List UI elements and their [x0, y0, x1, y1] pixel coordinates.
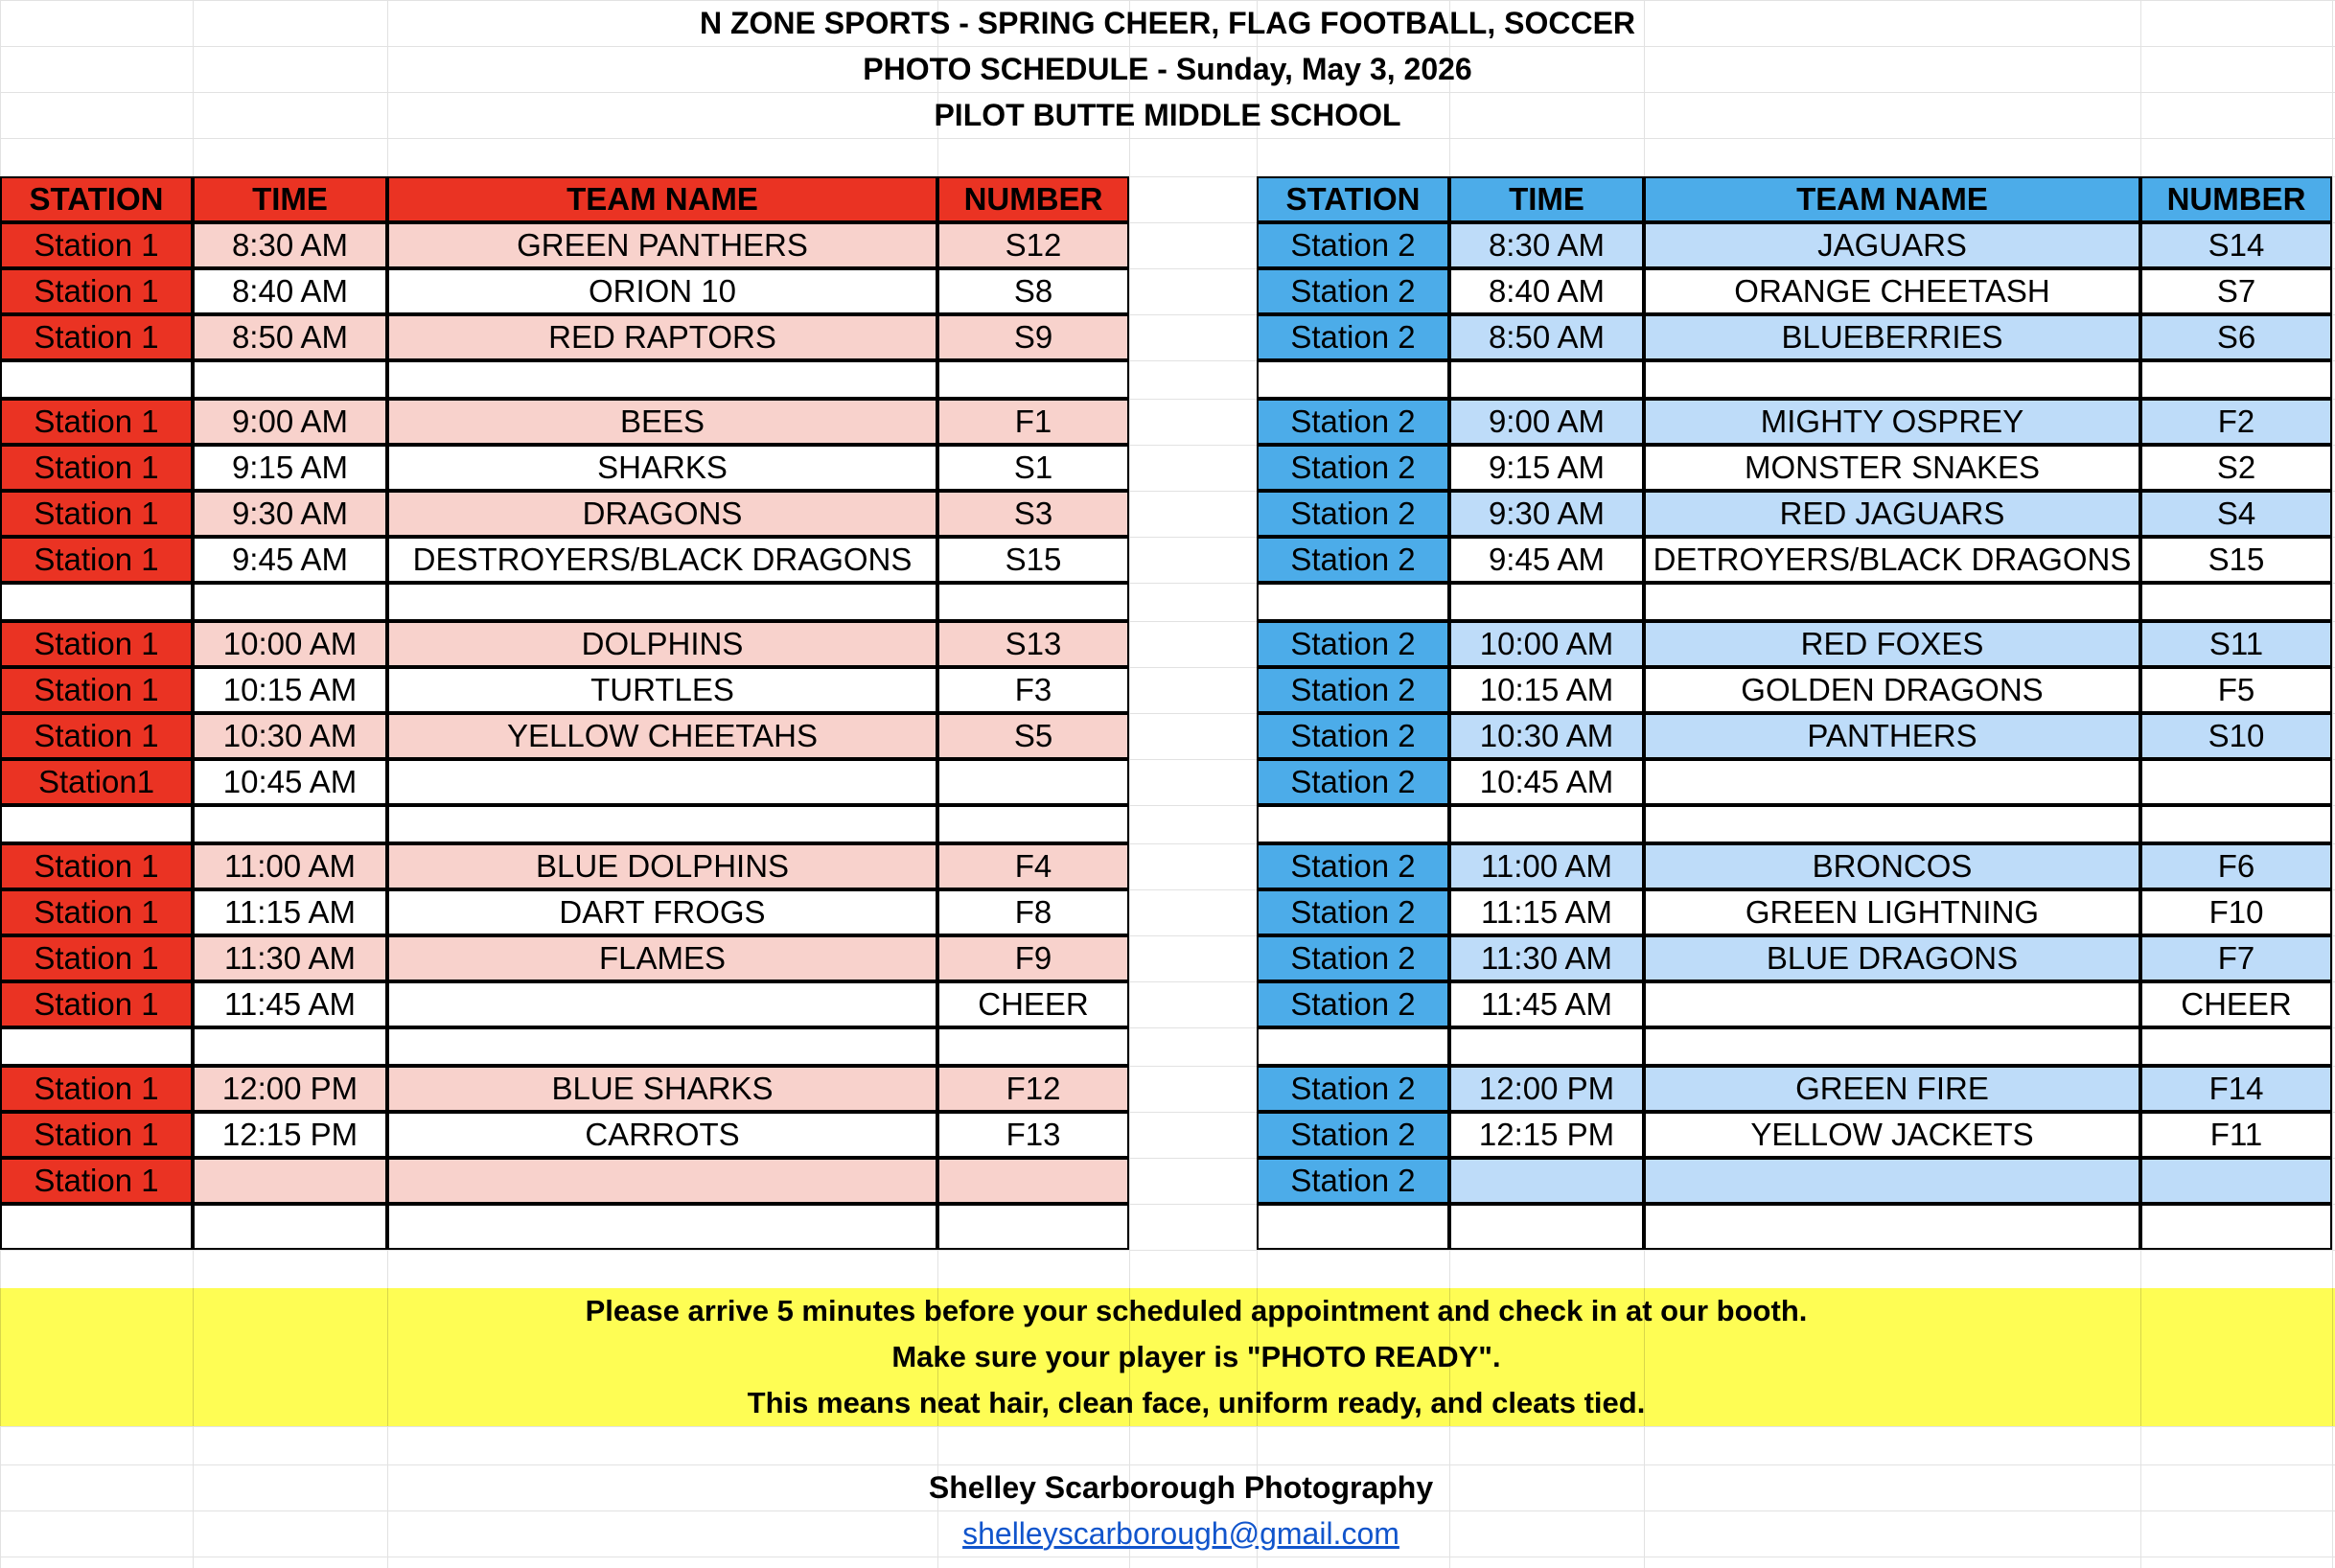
time-cell: 10:45 AM — [193, 759, 387, 805]
empty-cell — [937, 805, 1129, 843]
time-cell — [193, 1158, 387, 1204]
number-cell: CHEER — [937, 981, 1129, 1027]
team-name-cell: DESTROYERS/BLACK DRAGONS — [387, 537, 937, 583]
team-name-cell: FLAMES — [387, 935, 937, 981]
right-time-header: TIME — [1449, 176, 1644, 222]
time-cell — [1449, 1204, 1644, 1250]
table-row — [0, 1112, 2335, 1158]
number-cell: S7 — [2140, 268, 2332, 314]
station-cell — [0, 1204, 193, 1250]
team-name-cell: MONSTER SNAKES — [1644, 445, 2140, 491]
number-cell: F9 — [937, 935, 1129, 981]
team-name-cell: BLUE DOLPHINS — [387, 843, 937, 889]
station-cell: Station 2 — [1257, 981, 1449, 1027]
title-row — [0, 0, 2335, 46]
station-cell: Station 1 — [0, 1112, 193, 1158]
number-cell: F3 — [937, 667, 1129, 713]
time-cell: 10:15 AM — [193, 667, 387, 713]
team-name-cell: SHARKS — [387, 445, 937, 491]
team-name-cell: DRAGONS — [387, 491, 937, 537]
team-name-cell — [387, 981, 937, 1027]
page-title-line: PILOT BUTTE MIDDLE SCHOOL — [934, 97, 1401, 132]
time-cell: 12:15 PM — [193, 1112, 387, 1158]
gridline-horizontal — [0, 1426, 2335, 1427]
number-cell: F7 — [2140, 935, 2332, 981]
empty-cell — [387, 360, 937, 399]
empty-cell — [1257, 360, 1449, 399]
number-cell: F13 — [937, 1112, 1129, 1158]
number-cell: F11 — [2140, 1112, 2332, 1158]
team-name-cell: DOLPHINS — [387, 621, 937, 667]
time-cell: 10:45 AM — [1449, 759, 1644, 805]
empty-cell — [387, 805, 937, 843]
number-cell — [2140, 1204, 2332, 1250]
table-row — [0, 314, 2335, 360]
title-row — [0, 92, 2335, 138]
number-cell: F2 — [2140, 399, 2332, 445]
station-cell: Station 2 — [1257, 621, 1449, 667]
empty-cell — [193, 360, 387, 399]
time-cell: 11:45 AM — [1449, 981, 1644, 1027]
team-name-cell: JAGUARS — [1644, 222, 2140, 268]
number-cell: S9 — [937, 314, 1129, 360]
notice-row — [0, 1288, 2335, 1334]
photographer-credit: Shelley Scarborough Photography — [928, 1469, 1434, 1505]
team-name-cell: GREEN PANTHERS — [387, 222, 937, 268]
team-name-cell: RED RAPTORS — [387, 314, 937, 360]
number-cell: S1 — [937, 445, 1129, 491]
empty-cell — [193, 583, 387, 621]
station-cell: Station 1 — [0, 889, 193, 935]
number-cell: S4 — [2140, 491, 2332, 537]
time-cell: 11:15 AM — [193, 889, 387, 935]
number-cell — [2140, 1158, 2332, 1204]
number-cell: S3 — [937, 491, 1129, 537]
spacer-row — [0, 1027, 2335, 1066]
empty-cell — [937, 360, 1129, 399]
spacer-row — [0, 805, 2335, 843]
time-cell: 8:30 AM — [193, 222, 387, 268]
station-cell: Station 1 — [0, 491, 193, 537]
station-cell: Station 1 — [0, 1158, 193, 1204]
number-cell: CHEER — [2140, 981, 2332, 1027]
gridline-horizontal — [0, 1250, 2335, 1251]
station-cell: Station 2 — [1257, 1066, 1449, 1112]
table-row — [0, 759, 2335, 805]
number-cell: S14 — [2140, 222, 2332, 268]
station-cell: Station 2 — [1257, 1158, 1449, 1204]
number-cell: F14 — [2140, 1066, 2332, 1112]
team-name-cell: DETROYERS/BLACK DRAGONS — [1644, 537, 2140, 583]
number-cell: S11 — [2140, 621, 2332, 667]
time-cell: 8:50 AM — [193, 314, 387, 360]
table-row — [0, 445, 2335, 491]
credit-row — [0, 1464, 2335, 1510]
station-cell: Station 1 — [0, 445, 193, 491]
photographer-email-link[interactable]: shelleyscarborough@gmail.com — [962, 1515, 1399, 1551]
left-time-header: TIME — [193, 176, 387, 222]
table-row — [0, 1158, 2335, 1204]
station-cell: Station 1 — [0, 399, 193, 445]
team-name-cell: GREEN FIRE — [1644, 1066, 2140, 1112]
notice-row — [0, 1380, 2335, 1426]
station-cell: Station 1 — [0, 981, 193, 1027]
number-cell: S15 — [937, 537, 1129, 583]
time-cell: 8:50 AM — [1449, 314, 1644, 360]
team-name-cell: PANTHERS — [1644, 713, 2140, 759]
empty-cell — [1449, 583, 1644, 621]
spacer-row — [0, 583, 2335, 621]
number-cell: S10 — [2140, 713, 2332, 759]
empty-cell — [1644, 360, 2140, 399]
team-name-cell: YELLOW CHEETAHS — [387, 713, 937, 759]
time-cell: 12:00 PM — [1449, 1066, 1644, 1112]
number-cell: F10 — [2140, 889, 2332, 935]
table-row — [0, 1066, 2335, 1112]
left-number-header: NUMBER — [937, 176, 1129, 222]
station-cell: Station 2 — [1257, 759, 1449, 805]
table-row — [0, 222, 2335, 268]
time-cell: 12:15 PM — [1449, 1112, 1644, 1158]
spacer-row — [0, 360, 2335, 399]
number-cell — [937, 1158, 1129, 1204]
time-cell: 10:30 AM — [193, 713, 387, 759]
empty-cell — [1644, 583, 2140, 621]
gridline-horizontal — [0, 1556, 2335, 1557]
empty-cell — [1257, 1027, 1449, 1066]
number-cell: F4 — [937, 843, 1129, 889]
team-name-cell: TURTLES — [387, 667, 937, 713]
team-name-cell: BLUE SHARKS — [387, 1066, 937, 1112]
left-station-header: STATION — [0, 176, 193, 222]
time-cell: 9:30 AM — [1449, 491, 1644, 537]
time-cell: 10:15 AM — [1449, 667, 1644, 713]
table-row — [0, 491, 2335, 537]
number-cell: F12 — [937, 1066, 1129, 1112]
time-cell — [193, 1204, 387, 1250]
table-row — [0, 713, 2335, 759]
station-cell: Station 2 — [1257, 889, 1449, 935]
station-cell: Station 1 — [0, 621, 193, 667]
number-cell: F6 — [2140, 843, 2332, 889]
team-name-cell: ORION 10 — [387, 268, 937, 314]
time-cell: 12:00 PM — [193, 1066, 387, 1112]
team-name-cell: DART FROGS — [387, 889, 937, 935]
station-cell: Station 2 — [1257, 314, 1449, 360]
station-cell: Station 2 — [1257, 713, 1449, 759]
empty-cell — [1257, 583, 1449, 621]
time-cell: 9:00 AM — [193, 399, 387, 445]
team-name-cell: YELLOW JACKETS — [1644, 1112, 2140, 1158]
station-cell: Station 2 — [1257, 843, 1449, 889]
empty-cell — [1644, 1027, 2140, 1066]
station-cell: Station 2 — [1257, 491, 1449, 537]
notice-text: Make sure your player is "PHOTO READY". — [891, 1340, 1501, 1373]
time-cell: 11:15 AM — [1449, 889, 1644, 935]
number-cell — [937, 1204, 1129, 1250]
table-row — [0, 268, 2335, 314]
table-row — [0, 1204, 2335, 1250]
empty-cell — [1449, 360, 1644, 399]
empty-cell — [193, 805, 387, 843]
team-name-cell: ORANGE CHEETASH — [1644, 268, 2140, 314]
station-cell: Station 1 — [0, 713, 193, 759]
email-row — [0, 1510, 2335, 1556]
number-cell: S13 — [937, 621, 1129, 667]
table-row — [0, 399, 2335, 445]
table-header-row — [0, 176, 2335, 222]
station-cell: Station 1 — [0, 314, 193, 360]
time-cell: 11:45 AM — [193, 981, 387, 1027]
empty-cell — [387, 583, 937, 621]
empty-cell — [0, 805, 193, 843]
empty-cell — [2140, 1027, 2332, 1066]
time-cell: 11:30 AM — [193, 935, 387, 981]
time-cell: 9:45 AM — [193, 537, 387, 583]
table-row — [0, 843, 2335, 889]
empty-cell — [1449, 1027, 1644, 1066]
station-cell — [1257, 1204, 1449, 1250]
team-name-cell: GREEN LIGHTNING — [1644, 889, 2140, 935]
number-cell — [2140, 759, 2332, 805]
station-cell: Station 1 — [0, 537, 193, 583]
notice-row — [0, 1334, 2335, 1380]
time-cell: 11:00 AM — [193, 843, 387, 889]
right-station-header: STATION — [1257, 176, 1449, 222]
right-number-header: NUMBER — [2140, 176, 2332, 222]
number-cell: S6 — [2140, 314, 2332, 360]
station-cell: Station 2 — [1257, 537, 1449, 583]
empty-cell — [387, 1027, 937, 1066]
table-row — [0, 889, 2335, 935]
number-cell: F5 — [2140, 667, 2332, 713]
station-cell: Station 1 — [0, 843, 193, 889]
empty-cell — [0, 360, 193, 399]
team-name-cell — [1644, 981, 2140, 1027]
station-cell: Station 1 — [0, 268, 193, 314]
empty-cell — [1449, 805, 1644, 843]
left-team-name-header: TEAM NAME — [387, 176, 937, 222]
station-cell: Station1 — [0, 759, 193, 805]
number-cell: F1 — [937, 399, 1129, 445]
team-name-cell — [1644, 1204, 2140, 1250]
number-cell: S12 — [937, 222, 1129, 268]
table-row — [0, 667, 2335, 713]
time-cell: 8:40 AM — [193, 268, 387, 314]
number-cell: S15 — [2140, 537, 2332, 583]
team-name-cell: RED JAGUARS — [1644, 491, 2140, 537]
table-row — [0, 935, 2335, 981]
time-cell: 8:30 AM — [1449, 222, 1644, 268]
time-cell: 9:45 AM — [1449, 537, 1644, 583]
empty-cell — [2140, 360, 2332, 399]
station-cell: Station 2 — [1257, 1112, 1449, 1158]
team-name-cell: GOLDEN DRAGONS — [1644, 667, 2140, 713]
right-team-name-header: TEAM NAME — [1644, 176, 2140, 222]
time-cell: 8:40 AM — [1449, 268, 1644, 314]
empty-cell — [0, 583, 193, 621]
table-row — [0, 621, 2335, 667]
station-cell: Station 1 — [0, 222, 193, 268]
empty-cell — [1257, 805, 1449, 843]
team-name-cell — [387, 1158, 937, 1204]
page-title-line: PHOTO SCHEDULE - Sunday, May 3, 2026 — [863, 51, 1472, 86]
empty-cell — [2140, 805, 2332, 843]
time-cell: 10:00 AM — [1449, 621, 1644, 667]
station-cell: Station 2 — [1257, 935, 1449, 981]
station-cell: Station 2 — [1257, 222, 1449, 268]
empty-cell — [0, 1027, 193, 1066]
time-cell: 11:00 AM — [1449, 843, 1644, 889]
team-name-cell: MIGHTY OSPREY — [1644, 399, 2140, 445]
empty-cell — [937, 1027, 1129, 1066]
time-cell: 9:15 AM — [193, 445, 387, 491]
time-cell: 9:00 AM — [1449, 399, 1644, 445]
station-cell: Station 2 — [1257, 445, 1449, 491]
team-name-cell: BLUE DRAGONS — [1644, 935, 2140, 981]
station-cell: Station 1 — [0, 935, 193, 981]
team-name-cell: BEES — [387, 399, 937, 445]
team-name-cell — [1644, 1158, 2140, 1204]
gridline-horizontal — [0, 138, 2335, 139]
page-title-line: N ZONE SPORTS - SPRING CHEER, FLAG FOOTBALL, SOCCER — [699, 5, 1636, 40]
notice-text: Please arrive 5 minutes before your scheduled appointment and check in at our booth. — [585, 1294, 1808, 1327]
time-cell: 11:30 AM — [1449, 935, 1644, 981]
empty-cell — [1644, 805, 2140, 843]
number-cell: S2 — [2140, 445, 2332, 491]
team-name-cell — [1644, 759, 2140, 805]
empty-cell — [193, 1027, 387, 1066]
station-cell: Station 2 — [1257, 667, 1449, 713]
station-cell: Station 1 — [0, 1066, 193, 1112]
table-row — [0, 981, 2335, 1027]
station-cell: Station 2 — [1257, 268, 1449, 314]
number-cell: S5 — [937, 713, 1129, 759]
station-cell: Station 1 — [0, 667, 193, 713]
number-cell: F8 — [937, 889, 1129, 935]
team-name-cell: BLUEBERRIES — [1644, 314, 2140, 360]
station-cell: Station 2 — [1257, 399, 1449, 445]
time-cell: 10:00 AM — [193, 621, 387, 667]
time-cell — [1449, 1158, 1644, 1204]
team-name-cell: BRONCOS — [1644, 843, 2140, 889]
time-cell: 9:15 AM — [1449, 445, 1644, 491]
time-cell: 9:30 AM — [193, 491, 387, 537]
team-name-cell — [387, 759, 937, 805]
number-cell — [937, 759, 1129, 805]
empty-cell — [2140, 583, 2332, 621]
team-name-cell — [387, 1204, 937, 1250]
team-name-cell: CARROTS — [387, 1112, 937, 1158]
empty-cell — [937, 583, 1129, 621]
number-cell: S8 — [937, 268, 1129, 314]
title-row — [0, 46, 2335, 92]
team-name-cell: RED FOXES — [1644, 621, 2140, 667]
notice-text: This means neat hair, clean face, uniform ready, and cleats tied. — [747, 1386, 1646, 1419]
table-row — [0, 537, 2335, 583]
time-cell: 10:30 AM — [1449, 713, 1644, 759]
